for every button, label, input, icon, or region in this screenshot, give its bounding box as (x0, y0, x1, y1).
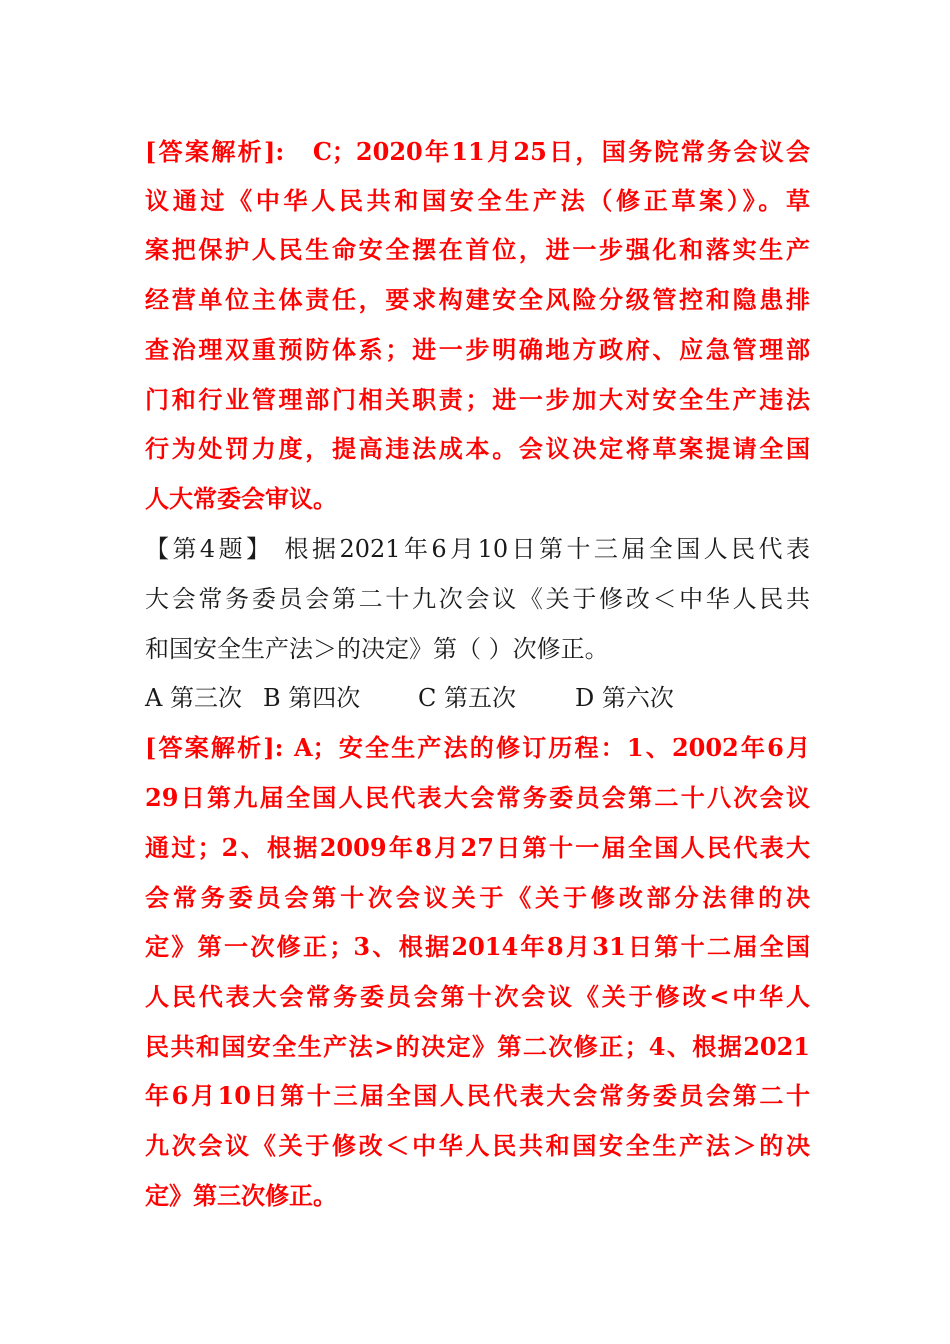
answer-1-line-2: 议通过《中华人民共和国安全生产法（修正草案）》。草 (145, 186, 810, 215)
option-d: D 第六次 (575, 684, 674, 712)
answer-2-line-10: 定》第三次修正。 (145, 1181, 337, 1210)
answer-2-line-5: 定》第一次修正；3、根据2014年8月31日第十二届全国 (145, 932, 810, 961)
answer-2-line-7: 民共和国安全生产法>的决定》第二次修正；4、根据2021 (145, 1032, 810, 1061)
answer-1-line-5: 查治理双重预防体系；进一步明确地方政府、应急管理部 (145, 335, 810, 364)
option-c: C 第五次 (418, 684, 516, 712)
answer-1-line-7: 行为处罚力度，提高违法成本。会议决定将草案提请全国 (145, 434, 810, 463)
answer-2-line-4: 会常务委员会第十次会议关于《关于修改部分法律的决 (145, 883, 810, 912)
answer-1-line-8: 人大常委会审议。 (145, 484, 337, 513)
question-4-line-1: 【第4题】 根据2021年6月10日第十三届全国人民代表 (145, 535, 810, 563)
answer-1-line-6: 门和行业管理部门相关职责；进一步加大对安全生产违法 (145, 385, 810, 414)
answer-1-line-1: [答案解析]: C；2020年11月25日，国务院常务会议会 (145, 137, 810, 166)
answer-2-line-8: 年6月10日第十三届全国人民代表大会常务委员会第二十 (145, 1081, 810, 1110)
question-4-line-2: 大会常务委员会第二十九次会议《关于修改＜中华人民共 (145, 585, 810, 613)
answer-2-line-9: 九次会议《关于修改＜中华人民共和国安全生产法＞的决 (145, 1131, 810, 1160)
answer-2-line-2: 29日第九届全国人民代表大会常务委员会第二十八次会议 (145, 783, 810, 812)
answer-2-line-1: [答案解析]: A；安全生产法的修订历程：1、2002年6月 (145, 733, 810, 762)
option-a: A 第三次 (145, 684, 242, 712)
option-b: B 第四次 (263, 684, 361, 712)
answer-1-line-3: 案把保护人民生命安全摆在首位，进一步强化和落实生产 (145, 235, 810, 264)
question-4-options (145, 683, 810, 713)
answer-2-line-6: 人民代表大会常务委员会第十次会议《关于修改<中华人 (145, 982, 810, 1011)
answer-2-line-3: 通过；2、根据2009年8月27日第十一届全国人民代表大 (145, 833, 810, 862)
answer-1-line-4: 经营单位主体责任，要求构建安全风险分级管控和隐患排 (145, 285, 810, 314)
question-4-line-3: 和国安全生产法＞的决定》第（ ）次修正。 (145, 635, 609, 663)
